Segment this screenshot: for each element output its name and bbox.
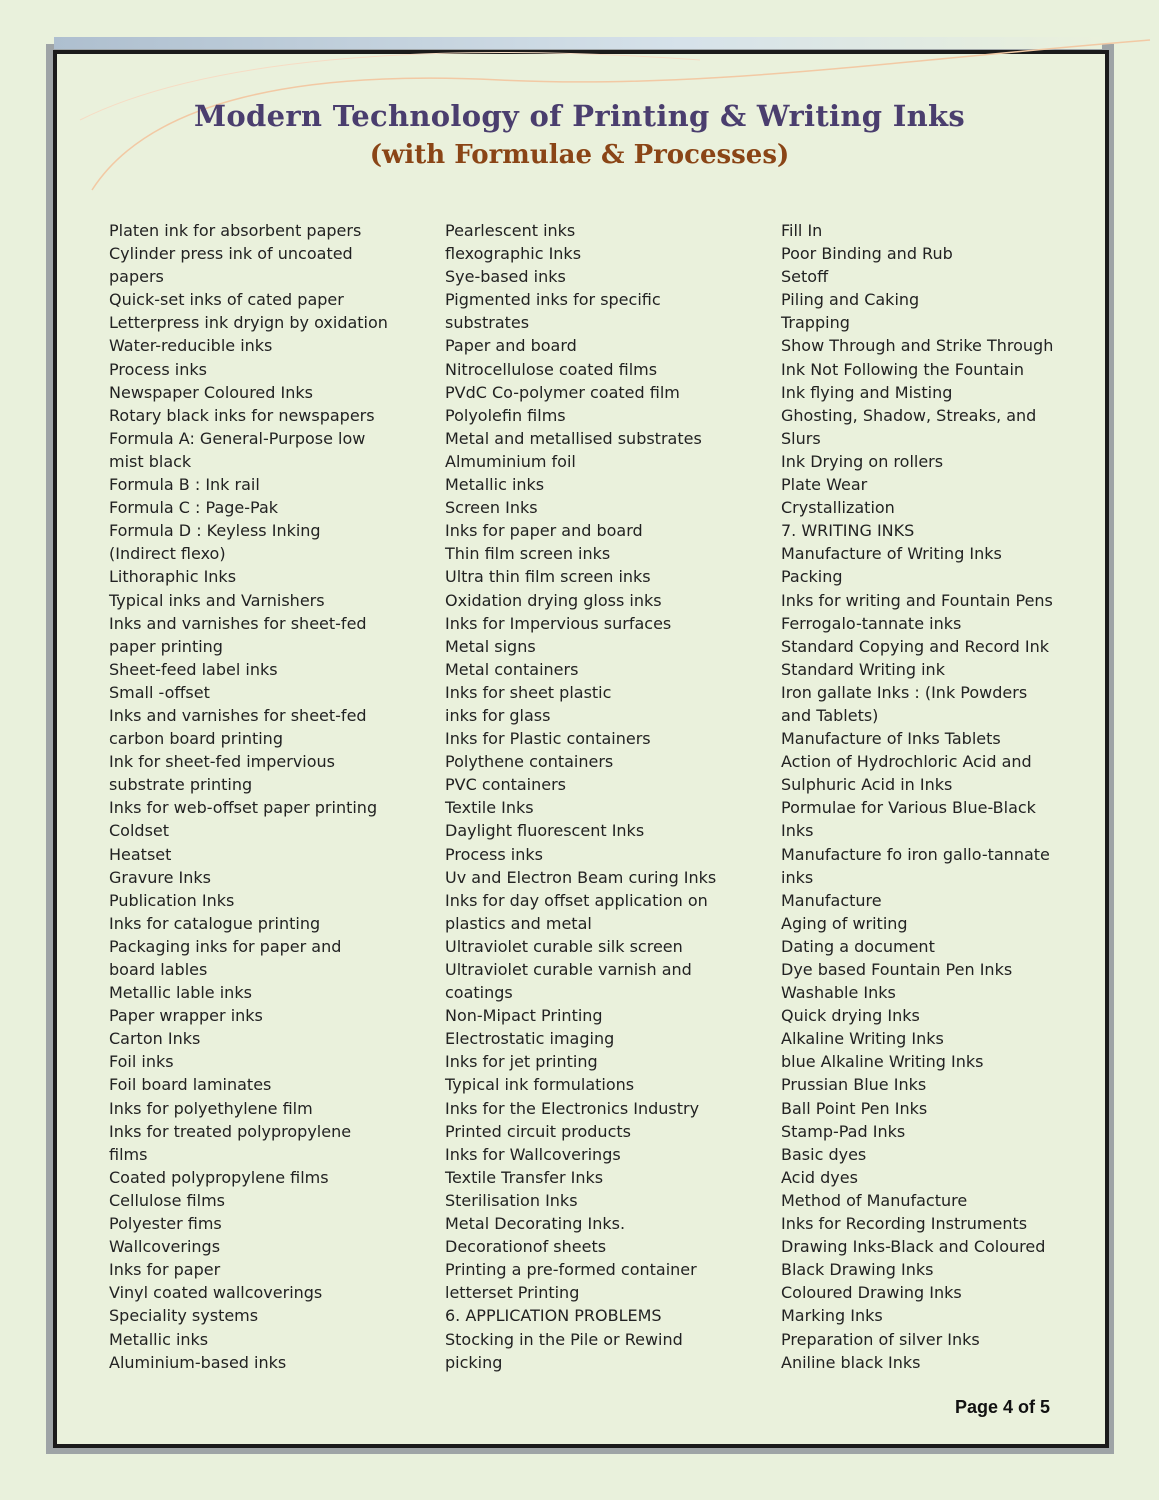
list-item: Nitrocellulose coated films (445, 359, 658, 379)
list-item: coatings (445, 983, 513, 1003)
list-item: Prussian Blue Inks (781, 1075, 927, 1095)
list-item: Inks for the Electronics Industry (445, 1098, 700, 1118)
header (0, 96, 1159, 174)
list-item: Coated polypropylene films (109, 1167, 329, 1187)
list-item: Sye-based inks (445, 267, 566, 287)
list-item: Fill In (781, 221, 823, 240)
list-item: Process inks (109, 359, 207, 379)
list-item: Dating a document (781, 936, 935, 956)
list-item: films (109, 1144, 148, 1164)
page-title: Modern Technology of Printing & Writing Inks (193, 99, 966, 133)
list-item: carbon board printing (109, 729, 283, 749)
list-item: Basic dyes (781, 1144, 867, 1164)
list-item: Process inks (445, 844, 543, 864)
list-item: substrate printing (109, 775, 253, 795)
list-item: Ink Not Following the Fountain (781, 359, 1025, 379)
list-item: Rotary black inks for newspapers (109, 405, 375, 425)
list-item: Foil inks (109, 1052, 174, 1072)
list-item: board lables (109, 960, 208, 979)
list-item: Quick-set inks of cated paper (109, 290, 344, 310)
list-item: Metal signs (445, 636, 536, 656)
list-item: (Indirect flexo) (109, 544, 226, 564)
list-item: Inks for paper (109, 1260, 221, 1280)
list-item: Carton Inks (109, 1029, 201, 1049)
list-item: Inks for polyethylene film (109, 1098, 313, 1118)
list-item: letterset Printing (445, 1283, 580, 1303)
list-item: Screen Inks (445, 498, 538, 518)
list-item: Ink for sheet-fed impervious (109, 752, 336, 772)
list-item: Standard Writing ink (781, 659, 945, 679)
list-item: Uv and Electron Beam curing Inks (445, 867, 717, 887)
list-item: Oxidation drying gloss inks (445, 590, 662, 610)
list-item: PVC containers (445, 775, 566, 795)
list-item: Vinyl coated wallcoverings (109, 1283, 323, 1303)
list-item: 7. WRITING INKS (781, 521, 915, 541)
list-item: and Tablets) (781, 705, 879, 725)
list-item: Pormulae for Various Blue-Black (781, 798, 1036, 818)
list-item: Textile Inks (445, 798, 534, 818)
list-item: Inks and varnishes for sheet-fed (109, 613, 367, 633)
list-item: Packaging inks for paper and (109, 936, 342, 956)
list-item: Polyester fims (109, 1214, 222, 1234)
list-item: Foil board laminates (109, 1075, 272, 1095)
list-item: Small -offset (109, 682, 210, 702)
list-item: substrates (445, 313, 530, 333)
contents-column-3 (781, 219, 1053, 1374)
contents-column-2 (445, 219, 716, 1374)
list-item: Acid dyes (781, 1167, 858, 1187)
list-item: Preparation of silver Inks (781, 1329, 980, 1349)
list-item: Lithoraphic Inks (109, 567, 237, 587)
list-item: Inks for paper and board (445, 521, 643, 541)
list-item: Paper wrapper inks (109, 1006, 263, 1026)
list-item: Dye based Fountain Pen Inks (781, 960, 1013, 979)
list-item: Polyolefin films (445, 405, 566, 425)
list-item: Inks for Wallcoverings (445, 1144, 621, 1164)
list-item: Sterilisation Inks (445, 1190, 578, 1210)
list-item: Daylight fluorescent Inks (445, 821, 645, 841)
list-item: Inks for writing and Fountain Pens (781, 590, 1053, 610)
list-item: Textile Transfer Inks (445, 1167, 604, 1187)
list-item: Inks for jet printing (445, 1052, 598, 1072)
list-item: Show Through and Strike Through (781, 336, 1054, 356)
list-item: Alkaline Writing Inks (781, 1029, 944, 1049)
list-item: Inks and varnishes for sheet-fed (109, 705, 367, 725)
list-item: Cylinder press ink of uncoated (109, 244, 353, 264)
list-item: Black Drawing Inks (781, 1260, 934, 1280)
list-item: Marking Inks (781, 1306, 883, 1326)
list-item: Water-reducible inks (109, 336, 273, 356)
list-item: inks (781, 867, 814, 887)
list-item: Aging of writing (781, 913, 908, 933)
list-item: inks for glass (445, 705, 551, 725)
list-item: Electrostatic imaging (445, 1029, 615, 1049)
list-item: Typical inks and Varnishers (109, 590, 325, 610)
list-item: Almuminium foil (445, 451, 576, 471)
list-item: Trapping (781, 313, 850, 333)
list-item: Platen ink for absorbent papers (109, 221, 362, 240)
list-item: flexographic Inks (445, 244, 582, 264)
list-item: Ball Point Pen Inks (781, 1098, 928, 1118)
list-item: Manufacture (781, 890, 882, 910)
list-item: Ferrogalo-tannate inks (781, 613, 962, 633)
list-item: PVdC Co-polymer coated film (445, 382, 680, 402)
list-item: Metallic lable inks (109, 983, 252, 1003)
list-item: Printed circuit products (445, 1121, 631, 1141)
list-item: Inks for Plastic containers (445, 729, 651, 749)
top-accent-bar (54, 37, 1102, 49)
list-item: Inks for day offset application on (445, 890, 708, 910)
list-item: Coloured Drawing Inks (781, 1283, 962, 1303)
list-item: Non-Mipact Printing (445, 1006, 603, 1026)
list-item: 6. APPLICATION PROBLEMS (445, 1306, 662, 1326)
list-item: picking (445, 1352, 503, 1372)
list-item: blue Alkaline Writing Inks (781, 1052, 984, 1072)
list-item: paper printing (109, 636, 223, 656)
list-item: Formula A: General-Purpose low (109, 428, 366, 448)
list-item: Inks (781, 821, 814, 841)
list-item: Sulphuric Acid in Inks (781, 775, 953, 795)
list-item: Decorationof sheets (445, 1237, 607, 1257)
list-item: Ultraviolet curable silk screen (445, 936, 683, 956)
list-item: Ink Drying on rollers (781, 451, 944, 471)
list-item: Ink flying and Misting (781, 382, 953, 402)
list-item: Heatset (109, 844, 172, 864)
list-item: Aluminium-based inks (109, 1352, 287, 1372)
list-item: Inks for Recording Instruments (781, 1214, 1028, 1234)
list-item: Ultra thin film screen inks (445, 567, 651, 587)
list-item: Iron gallate Inks : (Ink Powders (781, 682, 1028, 702)
list-item: Poor Binding and Rub (781, 244, 953, 264)
list-item: Standard Copying and Record Ink (781, 636, 1049, 656)
list-item: Pearlescent inks (445, 221, 576, 240)
list-item: Thin film screen inks (445, 544, 611, 564)
list-item: Wallcoverings (109, 1237, 221, 1257)
list-item: Ultraviolet curable varnish and (445, 960, 692, 979)
list-item: Slurs (781, 428, 821, 448)
list-item: Formula C : Page-Pak (109, 498, 279, 518)
list-item: plastics and metal (445, 913, 592, 933)
list-item: Method of Manufacture (781, 1190, 968, 1210)
list-item: Pigmented inks for specific (445, 290, 661, 310)
list-item: Inks for sheet plastic (445, 682, 612, 702)
list-item: Metallic inks (445, 475, 545, 495)
list-item: Plate Wear (781, 475, 868, 495)
list-item: Gravure Inks (109, 867, 212, 887)
list-item: Packing (781, 567, 843, 587)
list-item: Formula B : Ink rail (109, 475, 260, 495)
list-item: Manufacture of Writing Inks (781, 544, 1002, 564)
list-item: Action of Hydrochloric Acid and (781, 752, 1032, 772)
list-item: Inks for web-offset paper printing (109, 798, 378, 818)
list-item: Letterpress ink dryign by oxidation (109, 313, 388, 333)
list-item: Metal containers (445, 659, 579, 679)
list-item: papers (109, 267, 164, 287)
list-item: Ghosting, Shadow, Streaks, and (781, 405, 1037, 425)
list-item: Cellulose films (109, 1190, 225, 1210)
list-item: Inks for Impervious surfaces (445, 613, 672, 633)
list-item: Aniline black Inks (781, 1352, 921, 1372)
list-item: Drawing Inks-Black and Coloured (781, 1237, 1046, 1257)
list-item: Formula D : Keyless Inking (109, 521, 321, 541)
contents-column-1 (109, 219, 388, 1374)
list-item: Typical ink formulations (445, 1075, 635, 1095)
page-number: Page 4 of 5 (955, 1397, 1051, 1417)
list-item: Metal and metallised substrates (445, 428, 702, 448)
list-item: Printing a pre-formed container (445, 1260, 697, 1280)
list-item: Newspaper Coloured Inks (109, 382, 313, 402)
list-item: Sheet-feed label inks (109, 659, 278, 679)
list-item: Coldset (109, 821, 170, 841)
list-item: Piling and Caking (781, 290, 920, 310)
list-item: Inks for catalogue printing (109, 913, 321, 933)
list-item: Speciality systems (109, 1306, 259, 1326)
list-item: Inks for treated polypropylene (109, 1121, 352, 1141)
list-item: Quick drying Inks (781, 1006, 920, 1026)
list-item: Stamp-Pad Inks (781, 1121, 906, 1141)
list-item: Paper and board (445, 336, 577, 356)
list-item: Metallic inks (109, 1329, 209, 1349)
list-item: Polythene containers (445, 752, 614, 772)
list-item: Washable Inks (781, 983, 896, 1003)
list-item: Manufacture of Inks Tablets (781, 729, 1001, 749)
list-item: Crystallization (781, 498, 895, 518)
list-item: Publication Inks (109, 890, 235, 910)
list-item: Metal Decorating Inks. (445, 1214, 626, 1234)
list-item: Manufacture fo iron gallo-tannate (781, 844, 1050, 864)
list-item: Setoff (781, 267, 829, 287)
page-subtitle: (with Formulae & Processes) (369, 140, 790, 170)
list-item: mist black (109, 451, 192, 471)
list-item: Stocking in the Pile or Rewind (445, 1329, 683, 1349)
